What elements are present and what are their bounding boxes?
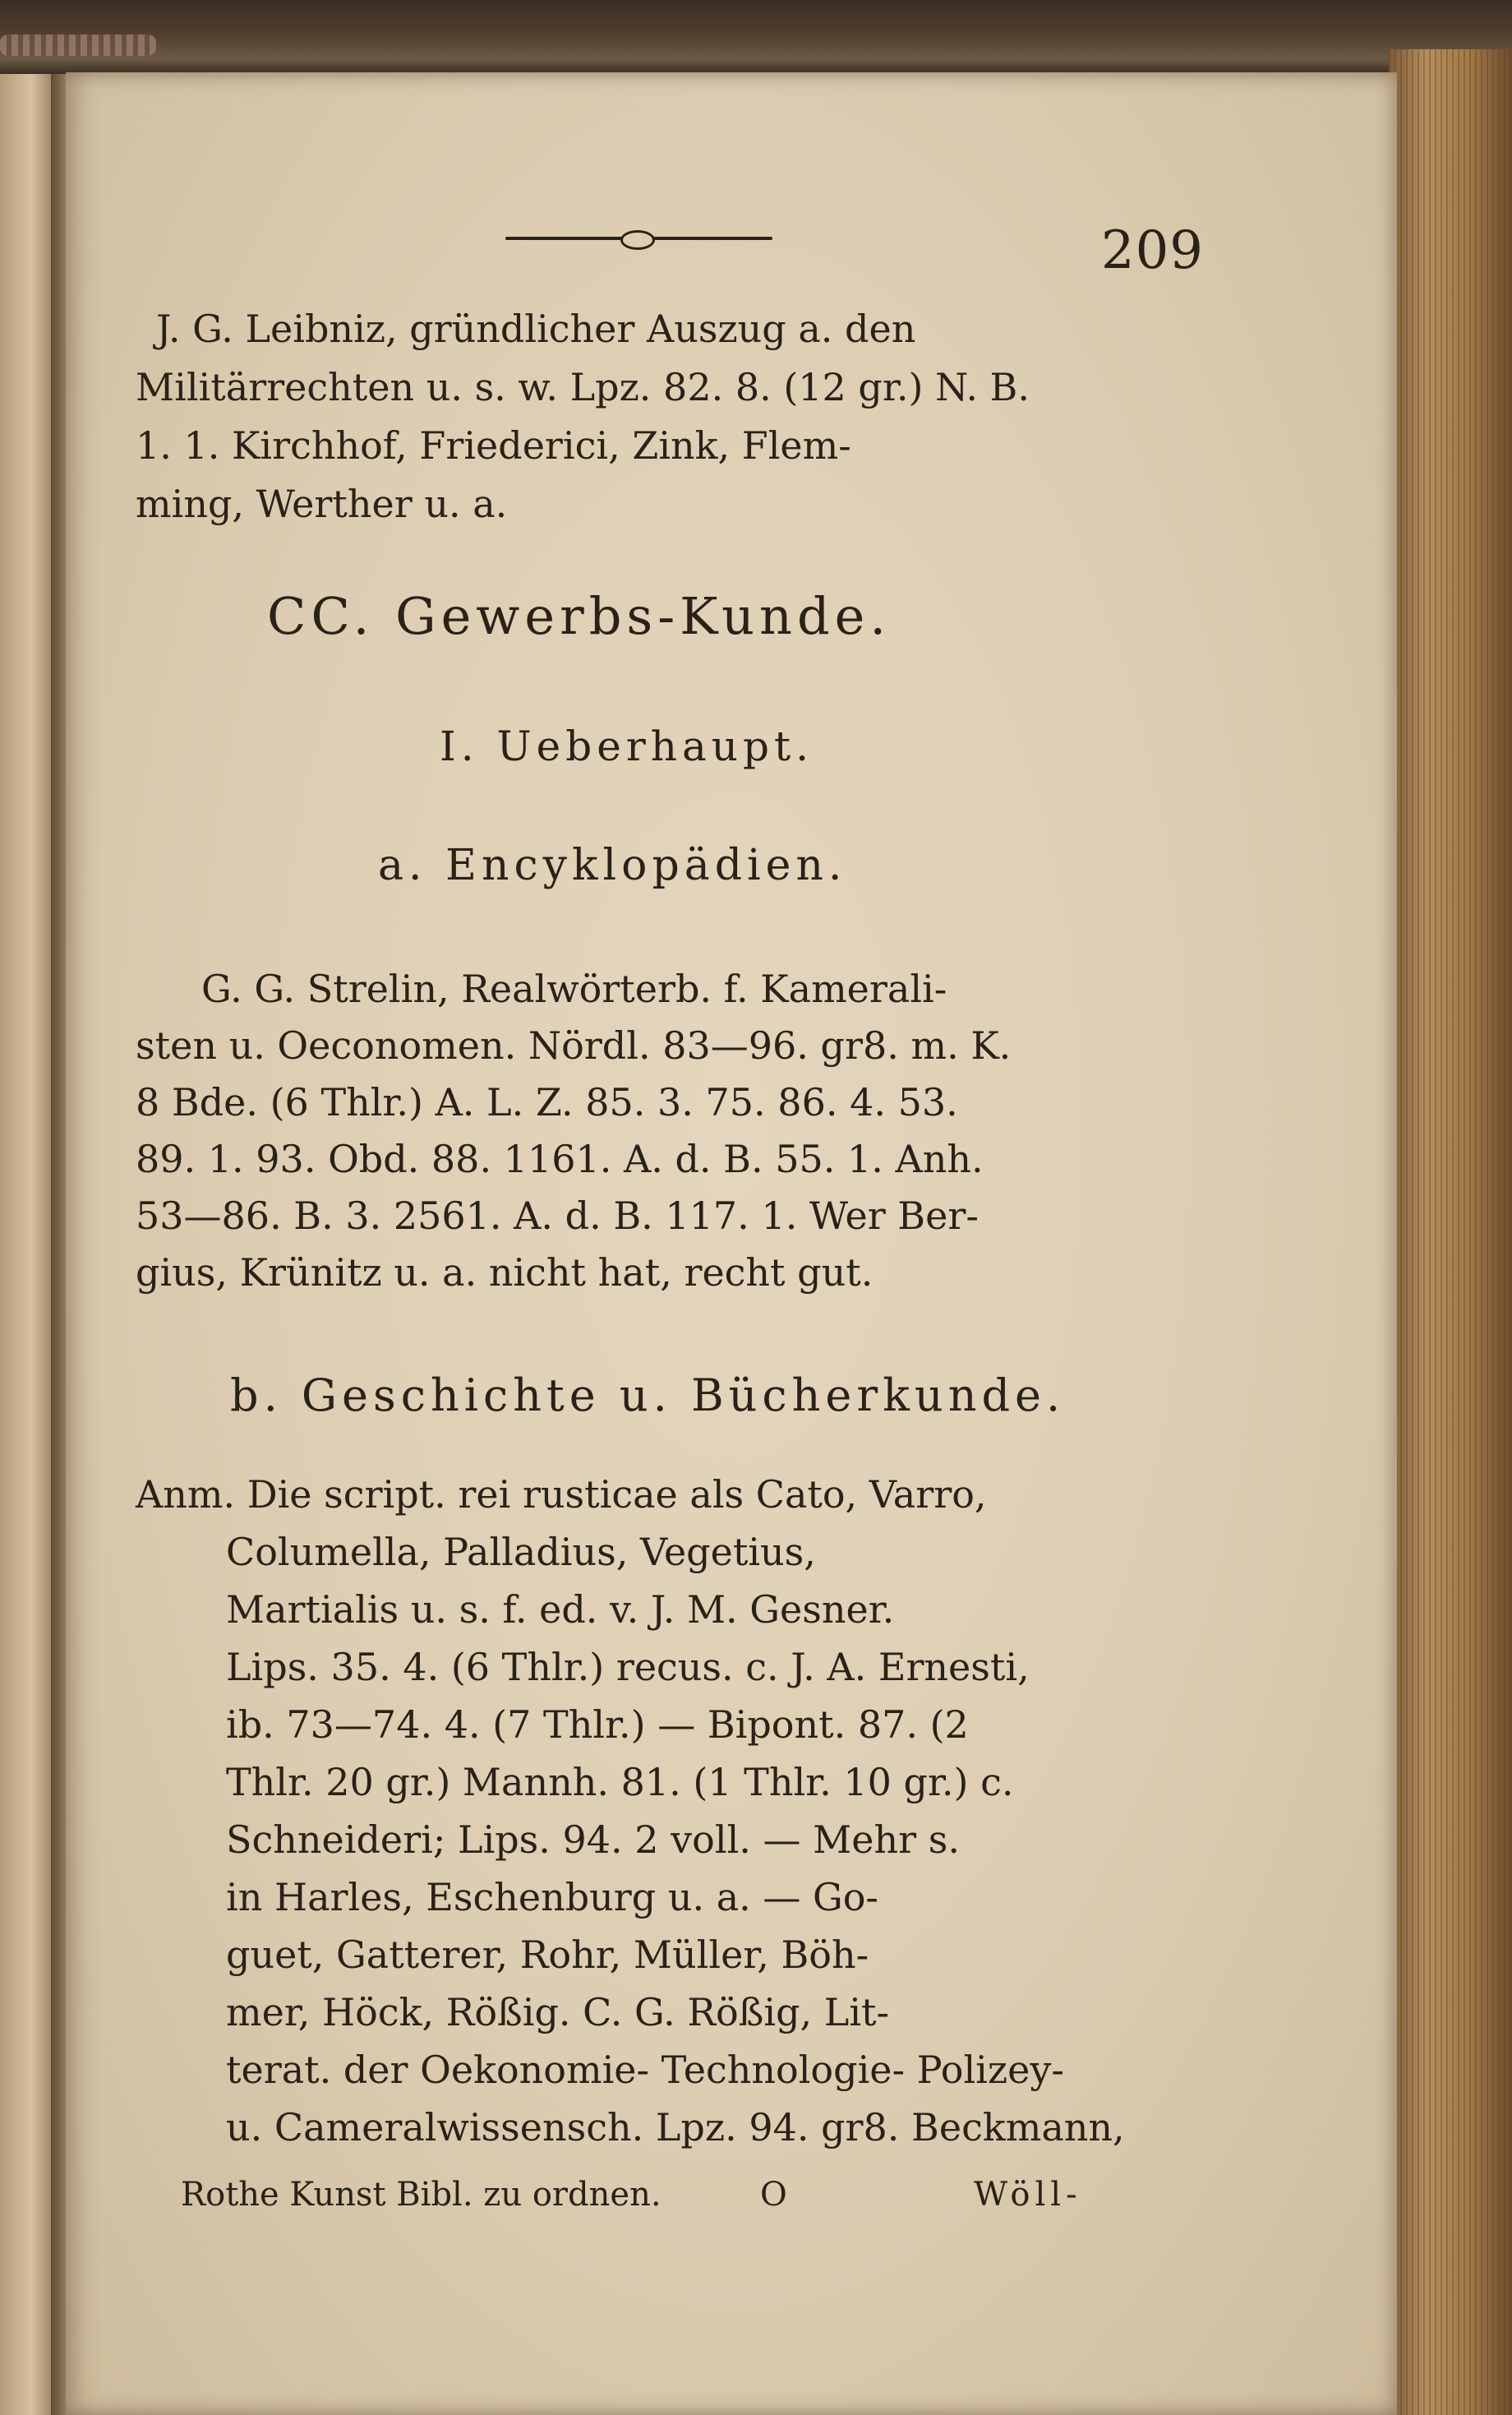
part-b-heading: b. Geschichte u. Bücherkunde. [230, 1369, 1066, 1421]
page-block-edge [1389, 49, 1512, 2415]
text-line: sten u. Oeconomen. Nördl. 83—96. gr8. m. K. [136, 1023, 1012, 1068]
text-line: Thlr. 20 gr.) Mannh. 81. (1 Thlr. 10 gr.) c. [226, 1760, 1014, 1804]
section-title: CC. Gewerbs-Kunde. [267, 586, 892, 646]
text-line: G. G. Strelin, Realwörterb. f. Kamerali- [201, 967, 947, 1011]
entry-line: 1. 1. Kirchhof, Friederici, Zink, Flem- [136, 423, 851, 468]
part-a-heading: a. Encyklopädien. [378, 841, 847, 890]
binding-top-band [0, 0, 1512, 78]
text-line: Lips. 35. 4. (6 Thlr.) recus. c. J. A. Ernesti, [226, 1645, 1030, 1689]
printer-signature: Rothe Kunst Bibl. zu ordnen. [181, 2176, 662, 2214]
catchword: Wöll- [974, 2176, 1082, 2214]
text-line: 53—86. B. 3. 2561. A. d. B. 117. 1. Wer Ber- [136, 1194, 979, 1238]
text-line: Columella, Palladius, Vegetius, [226, 1530, 816, 1574]
text-line: ib. 73—74. 4. (7 Thlr.) — Bipont. 87. (2 [226, 1702, 969, 1747]
text-line: u. Cameralwissensch. Lpz. 94. gr8. Beckmann, [226, 2105, 1125, 2149]
book-page [66, 72, 1397, 2415]
text-line: guet, Gatterer, Rohr, Müller, Böh- [226, 1932, 869, 1977]
sheet-mark: O [760, 2176, 787, 2214]
text-line: in Harles, Eschenburg u. a. — Go- [226, 1875, 878, 1919]
text-line: terat. der Oekonomie- Technologie- Polizey- [226, 2048, 1064, 2092]
text-line: mer, Höck, Rößig. C. G. Rößig, Lit- [226, 1990, 890, 2034]
text-line: gius, Krünitz u. a. nicht hat, recht gut. [136, 1250, 874, 1295]
binding-thread [0, 35, 156, 56]
text-line: Anm. Die script. rei rusticae als Cato, Varro, [136, 1472, 987, 1517]
text-line: Martialis u. s. f. ed. v. J. M. Gesner. [226, 1587, 895, 1632]
left-facing-page [0, 74, 58, 2415]
entry-line: Militärrechten u. s. w. Lpz. 82. 8. (12 gr.) N. B. [136, 365, 1030, 409]
entry-line: ming, Werther u. a. [136, 482, 508, 526]
page-number: 209 [1100, 220, 1204, 281]
text-line: 89. 1. 93. Obd. 88. 1161. A. d. B. 55. 1. Anh. [136, 1137, 984, 1181]
text-line: Schneideri; Lips. 94. 2 voll. — Mehr s. [226, 1817, 960, 1862]
text-line: 8 Bde. (6 Thlr.) A. L. Z. 85. 3. 75. 86. 4. 53. [136, 1080, 958, 1124]
header-ornament-rule [505, 237, 772, 240]
subsection-title: I. Ueberhaupt. [440, 723, 814, 770]
entry-line: J. G. Leibniz, gründlicher Auszug a. den [156, 307, 916, 351]
